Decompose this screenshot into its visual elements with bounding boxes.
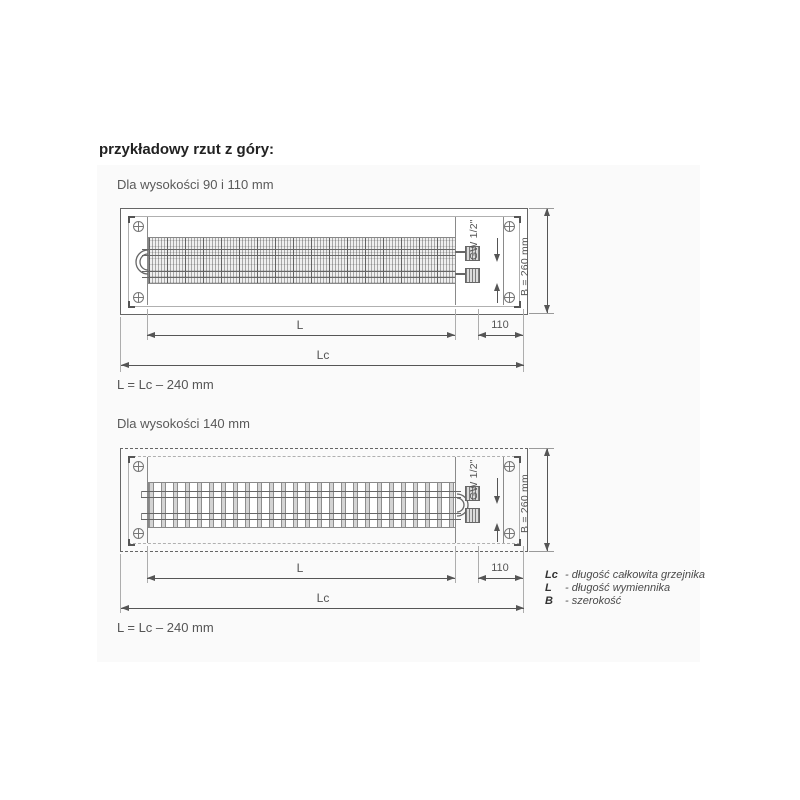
pipe-fitting-icon [465,268,480,283]
arrow-down-icon [544,543,550,551]
diagram1-l-dim-label: L [296,318,304,332]
diagram1-lc-dim-label: Lc [316,348,330,362]
u-bend-icon [130,244,148,280]
diagram2-casing-left [120,448,121,552]
diagram2-casing-bottom [120,551,528,552]
arrow-right-icon [516,605,524,611]
pipe-fitting-icon [465,508,480,523]
diagram2-casing-top [120,448,528,449]
arrow-left-icon [121,362,129,368]
dim-extension-line [523,546,524,613]
legend-item-lc [545,569,705,582]
diagram1-110-dim-label: 110 [491,319,509,331]
arrow-right-icon [516,362,524,368]
arrow-left-icon [147,332,155,338]
diagram2-pipe-row-bottom [141,513,461,520]
arrow-up-icon [544,448,550,456]
corner-mark-icon [514,301,521,308]
diagram1-tube-row-bottom [142,271,455,278]
diagram1-pipe-stub-top [455,251,465,253]
arrow-up-icon [494,523,500,531]
diagram2-pipe-row-top [141,491,461,498]
pipe-end-cap [141,491,142,497]
diagram2-heat-exchanger-hatch [148,482,456,528]
arrow-right-icon [447,575,455,581]
dim-extension-tick [529,448,554,449]
leader-line [497,478,498,496]
diagram1-tube-row-top [142,249,455,256]
arrow-up-icon [494,283,500,291]
page-title: przykładowy rzut z góry: [99,141,275,158]
corner-mark-icon [514,216,521,223]
diagram2-inner-bottom [128,543,520,544]
arrow-down-icon [494,496,500,504]
dim-extension-line [455,309,456,340]
diagram2-l-dim-label: L [296,561,304,575]
screw-icon [504,221,515,232]
leader-line [497,291,498,303]
diagram2-b-dim-line [547,449,548,551]
arrow-up-icon [544,208,550,216]
diagram1-gw-label: GW 1/2" [468,219,480,260]
arrow-left-icon [478,332,486,338]
arrow-right-icon [515,332,523,338]
diagram1-right-end-plate [503,217,504,305]
legend-item-l [545,582,705,595]
diagram2-formula: L = Lc – 240 mm [117,620,214,635]
screw-icon [133,292,144,303]
diagram2-b-dim-label: B = 260 mm [519,474,531,533]
diagram2-lc-dim-line [121,608,524,609]
dim-extension-line [455,546,456,583]
corner-mark-icon [128,539,135,546]
legend-symbol: L [545,582,552,594]
diagram1-b-dim-line [547,209,548,313]
arrow-left-icon [147,575,155,581]
legend-desc: - szerokość [565,595,622,607]
diagram2-gw-label: GW 1/2" [468,459,480,500]
dim-extension-tick [529,208,554,209]
corner-mark-icon [514,456,521,463]
pipe-end-cap [141,513,142,519]
legend-symbol: Lc [545,569,558,581]
legend-desc: - długość wymiennika [565,582,671,594]
arrow-left-icon [478,575,486,581]
arrow-right-icon [447,332,455,338]
diagram2-inner-left [128,456,129,544]
legend-desc: - długość całkowita grzejnika [565,569,706,581]
corner-mark-icon [514,539,521,546]
screw-icon [504,528,515,539]
diagram1-label: Dla wysokości 90 i 110 mm [117,177,274,192]
screw-icon [133,528,144,539]
diagram1-b-dim-label: B = 260 mm [519,237,531,296]
dim-extension-tick [529,551,554,552]
arrow-left-icon [121,605,129,611]
arrow-down-icon [544,305,550,313]
legend-item-b [545,595,705,608]
corner-mark-icon [128,301,135,308]
diagram1-lc-dim-line [121,365,524,366]
screw-icon [504,461,515,472]
screw-icon [133,461,144,472]
dim-extension-tick [529,313,554,314]
legend-symbol: B [545,595,553,607]
diagram2-label: Dla wysokości 140 mm [117,416,250,431]
diagram2-110-dim-label: 110 [491,562,509,574]
arrow-down-icon [494,254,500,262]
screw-icon [133,221,144,232]
arrow-right-icon [515,575,523,581]
diagram1-pipe-stub-bottom [455,273,465,275]
leader-line [497,531,498,542]
diagram2-inner-top [128,456,520,457]
diagram2-l-dim-line [147,578,455,579]
diagram1-l-dim-line [147,335,455,336]
diagram2-lc-dim-label: Lc [316,591,330,605]
diagram1-formula: L = Lc – 240 mm [117,377,214,392]
legend [545,569,705,608]
screw-icon [504,292,515,303]
